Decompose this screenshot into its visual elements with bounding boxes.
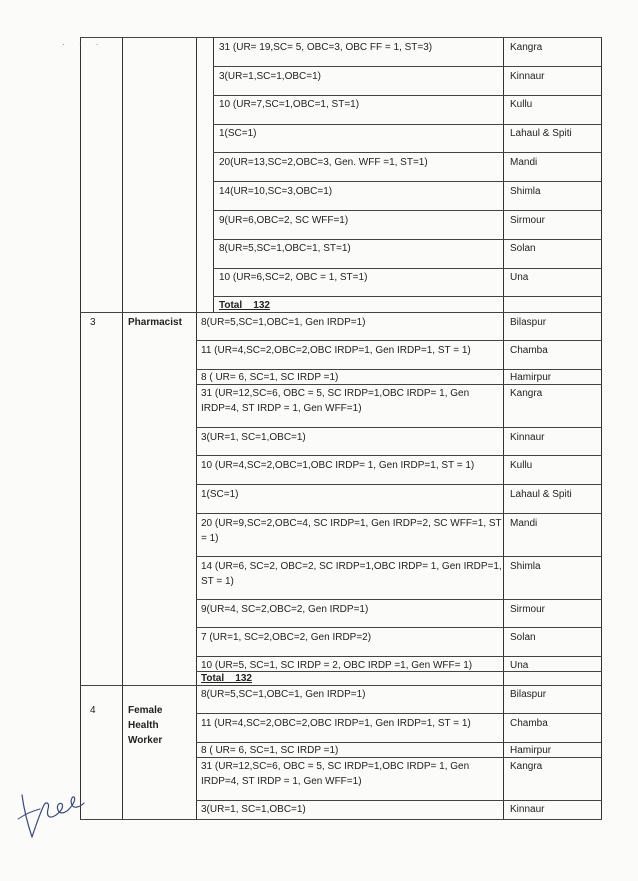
table-row-desc: 31 (UR=12,SC=6, OBC = 5, SC IRDP=1,OBC IRDP= 1, Gen IRDP=4, ST IRDP = 1, Gen WFF=1)	[201, 388, 470, 414]
table-row-desc: 7 (UR=1, SC=2,OBC=2, Gen IRDP=2)	[201, 632, 372, 643]
column-rule-right	[601, 37, 602, 820]
table-row-district: Hamirpur	[510, 372, 552, 383]
table-row-desc: 8 ( UR= 6, SC=1, SC IRDP =1)	[201, 372, 339, 383]
column-rule-post	[196, 37, 197, 820]
row-rule	[196, 627, 602, 628]
scan-specks: · · ·	[62, 40, 105, 49]
table-row-desc: 8(UR=5,SC=1,OBC=1, ST=1)	[219, 243, 351, 254]
row-rule	[196, 340, 602, 341]
table-row-desc: 20 (UR=9,SC=2,OBC=4, SC IRDP=1, Gen IRDP=2, SC WFF=1, ST = 1)	[201, 518, 502, 544]
table-row-desc: 14 (UR=6, SC=2, OBC=2, SC IRDP=1,OBC IRDP= 1, Gen IRDP=1, ST = 1)	[201, 561, 502, 587]
table-row-district: Kangra	[510, 761, 543, 772]
table-row-district: Bilaspur	[510, 317, 547, 328]
table-row-district: Shimla	[510, 561, 541, 572]
table-row-desc: 9(UR=6,OBC=2, SC WFF=1)	[219, 215, 349, 226]
row-rule	[196, 599, 602, 600]
table-row-desc: 3(UR=1,SC=1,OBC=1)	[219, 71, 321, 82]
table-row-desc: 11 (UR=4,SC=2,OBC=2,OBC IRDP=1, Gen IRDP=1, ST = 1)	[201, 718, 471, 729]
table-row-district: Kinnaur	[510, 804, 545, 815]
row-rule	[196, 556, 602, 557]
row-rule	[213, 66, 602, 67]
table-row-desc: 9(UR=4, SC=2,OBC=2, Gen IRDP=1)	[201, 604, 369, 615]
table-row-desc: 10 (UR=6,SC=2, OBC = 1, ST=1)	[219, 272, 368, 283]
column-rule-sno	[122, 37, 123, 820]
row-rule	[196, 800, 602, 801]
table-row-desc: 8(UR=5,SC=1,OBC=1, Gen IRDP=1)	[201, 689, 366, 700]
table-row-district: Kinnaur	[510, 432, 545, 443]
table-row-district: Chamba	[510, 718, 548, 729]
table-row-desc: 20(UR=13,SC=2,OBC=3, Gen. WFF =1, ST=1)	[219, 157, 428, 168]
table-row-district: Chamba	[510, 345, 548, 356]
post-name: Pharmacist	[128, 317, 182, 328]
row-rule	[213, 181, 602, 182]
table-row-desc: 10 (UR=7,SC=1,OBC=1, ST=1)	[219, 99, 360, 110]
table-row-desc: 8(UR=5,SC=1,OBC=1, Gen IRDP=1)	[201, 317, 366, 328]
table-row-district: Una	[510, 660, 529, 671]
table-row-desc: 1(SC=1)	[201, 489, 239, 500]
table-row-desc: 3(UR=1, SC=1,OBC=1)	[201, 432, 306, 443]
row-rule	[213, 152, 602, 153]
table-row-district: Mandi	[510, 157, 538, 168]
table-row-district: Lahaul & Spiti	[510, 128, 572, 139]
column-rule-desc-inner	[213, 37, 214, 312]
top-rule	[80, 37, 602, 38]
serial-number: 3	[90, 317, 96, 328]
table-row-desc: 31 (UR= 19,SC= 5, OBC=3, OBC FF = 1, ST=3)	[219, 42, 433, 53]
section-rule	[80, 312, 602, 313]
row-rule	[213, 210, 602, 211]
table-row-district: Kinnaur	[510, 71, 545, 82]
table-row-district: Una	[510, 272, 529, 283]
section-rule	[80, 685, 602, 686]
table-row-district: Solan	[510, 632, 536, 643]
table-row-desc: 14(UR=10,SC=3,OBC=1)	[219, 186, 333, 197]
row-rule	[196, 713, 602, 714]
table-row-district: Kullu	[510, 460, 533, 471]
row-rule	[196, 455, 602, 456]
row-rule	[196, 427, 602, 428]
row-rule	[213, 268, 602, 269]
table-row-district: Mandi	[510, 518, 538, 529]
table-row-desc: 11 (UR=4,SC=2,OBC=2,OBC IRDP=1, Gen IRDP=1, ST = 1)	[201, 345, 471, 356]
total-label: Total 132	[219, 300, 270, 311]
table-row-desc: 10 (UR=4,SC=2,OBC=1,OBC IRDP= 1, Gen IRDP=1, ST = 1)	[201, 460, 475, 471]
post-name: Female Health Worker	[128, 705, 163, 746]
table-row-district: Bilaspur	[510, 689, 547, 700]
table-row-district: Lahaul & Spiti	[510, 489, 572, 500]
table-row-district: Shimla	[510, 186, 541, 197]
row-rule	[196, 513, 602, 514]
table-row-district: Kangra	[510, 388, 543, 399]
row-rule	[213, 239, 602, 240]
table-row-desc: 31 (UR=12,SC=6, OBC = 5, SC IRDP=1,OBC IRDP= 1, Gen IRDP=4, ST IRDP = 1, Gen WFF=1)	[201, 761, 470, 787]
table-row-desc: 10 (UR=5, SC=1, SC IRDP = 2, OBC IRDP =1, Gen WFF= 1)	[201, 660, 473, 671]
table-row-district: Hamirpur	[510, 745, 552, 756]
row-rule	[213, 124, 602, 125]
column-rule-left	[80, 37, 81, 820]
table-row-district: Kullu	[510, 99, 533, 110]
table-row-district: Sirmour	[510, 604, 546, 615]
bottom-rule	[80, 819, 602, 820]
table-row-district: Solan	[510, 243, 536, 254]
table-row-desc: 8 ( UR= 6, SC=1, SC IRDP =1)	[201, 745, 339, 756]
row-rule	[196, 656, 602, 657]
column-rule-district	[503, 37, 504, 820]
row-rule	[213, 95, 602, 96]
row-rule	[196, 484, 602, 485]
total-label: Total 132	[201, 673, 252, 684]
table-row-desc: 1(SC=1)	[219, 128, 257, 139]
table-row-desc: 3(UR=1, SC=1,OBC=1)	[201, 804, 306, 815]
row-rule	[213, 296, 602, 297]
serial-number: 4	[90, 705, 96, 716]
table-row-district: Sirmour	[510, 215, 546, 226]
signature-mark	[10, 775, 90, 845]
table-row-district: Kangra	[510, 42, 543, 53]
